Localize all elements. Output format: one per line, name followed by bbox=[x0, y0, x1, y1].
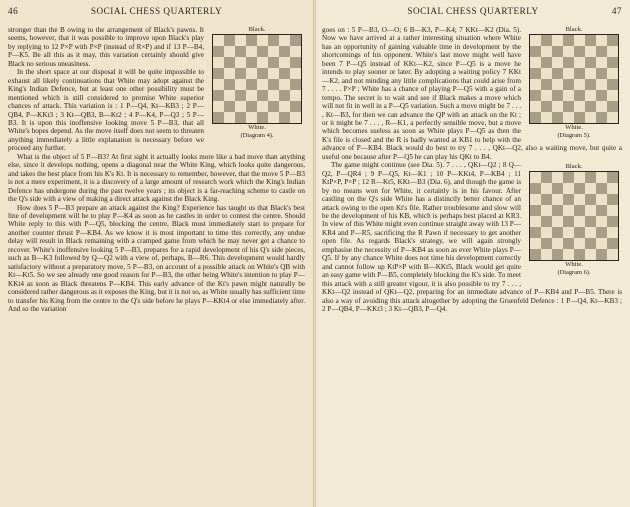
board-square bbox=[552, 57, 563, 68]
board-square bbox=[246, 46, 257, 57]
chessboard bbox=[529, 171, 619, 261]
board-square bbox=[290, 90, 301, 101]
board-square bbox=[574, 172, 585, 183]
board-square bbox=[574, 90, 585, 101]
board-square bbox=[279, 46, 290, 57]
board-square bbox=[607, 68, 618, 79]
board-square bbox=[530, 227, 541, 238]
board-square bbox=[552, 46, 563, 57]
board-square bbox=[574, 216, 585, 227]
board-square bbox=[596, 249, 607, 260]
board-square bbox=[607, 101, 618, 112]
board-square bbox=[235, 57, 246, 68]
board-square bbox=[541, 57, 552, 68]
board-square bbox=[607, 249, 618, 260]
board-square bbox=[585, 112, 596, 123]
board-square bbox=[235, 112, 246, 123]
board-square bbox=[235, 90, 246, 101]
left-page-header bbox=[0, 6, 313, 18]
board-square bbox=[235, 101, 246, 112]
board-square bbox=[596, 90, 607, 101]
diagram-label-white: White. bbox=[565, 124, 583, 131]
right-page-text bbox=[322, 26, 622, 503]
diagram-caption: (Diagram 4). bbox=[240, 132, 274, 139]
board-square bbox=[246, 35, 257, 46]
board-square bbox=[530, 101, 541, 112]
board-square bbox=[257, 112, 268, 123]
board-square bbox=[607, 112, 618, 123]
paragraph: How does 5 P—B3 prepare an attack against the King? Experience has taught us that Black's best line of development will be to play P—K4 as soon as he castles in order to contest the centre. Should White reply to this with P—Q5, blocking the centre, Black must immediately start to prepare for another counter thrust P—KB4. As we know it is most important to time this correctly, any undue delay will result in Black remaining with a cramped game from which he may never get a chance to recover. White's inoffensive looking 5 P—B3, prepares for a rapid development of his Q's side pieces, such as B—K3 followed by Q—Q2 with a view of, perhaps, B—R6. This development would hardly satisfactory without a preparatory move, 5 P—B3, on account of a possible attack on White's QB with Kt—Kt5. So we see already one good reason for P—B3, the other being White's intention to play P—KKt4 as soon as Black threatens P—KB4. This early advance of the Kt's pawn might naturally be considered rather dangerous as it exposes the King, but it is not so, as White usually has sufficient time to transfer his King from the centre to the Q's side before he plays P—KKt4 or else immediately after. And so the variation bbox=[8, 203, 305, 313]
board-square bbox=[552, 227, 563, 238]
board-square bbox=[552, 238, 563, 249]
board-square bbox=[541, 216, 552, 227]
chessboard bbox=[529, 34, 619, 124]
board-square bbox=[607, 205, 618, 216]
board-square bbox=[563, 216, 574, 227]
board-square bbox=[541, 101, 552, 112]
board-square bbox=[552, 35, 563, 46]
board-square bbox=[279, 101, 290, 112]
board-square bbox=[530, 112, 541, 123]
diagram-label-white: White. bbox=[565, 261, 583, 269]
board-square bbox=[213, 112, 224, 123]
board-square bbox=[607, 57, 618, 68]
board-square bbox=[541, 172, 552, 183]
board-square bbox=[257, 101, 268, 112]
board-square bbox=[552, 112, 563, 123]
board-square bbox=[607, 227, 618, 238]
board-square bbox=[290, 112, 301, 123]
board-square bbox=[541, 68, 552, 79]
board-square bbox=[541, 205, 552, 216]
board-square bbox=[268, 112, 279, 123]
board-square bbox=[541, 79, 552, 90]
board-square bbox=[585, 68, 596, 79]
board-square bbox=[246, 79, 257, 90]
board-square bbox=[596, 205, 607, 216]
board-square bbox=[257, 57, 268, 68]
paragraph: The game might continue (see Dia. 5). 7 . . . , QKt—Q2 ; 8 Q—Q2, P—QR4 ; 9 P—Q5, Kt—K1 ; 10 P—KKt4, P—KB4 ; 11 KtP×P, P×P ; 12 R—Kt5, KKt—B3 (Dia. 6), and though the game is by no means won for White, it certainly is in his favour. After castling on the Q's side White has a distinctly better chance of an attack owing to the open Kt's file. Rather troublesome and slow will be the development of his KB, which is perhaps best placed at KR3. In view of this White might even continue straight away with 13 P—KR4 and P—R5, sacrificing the R Pawn if necessary to get another open file. As regards Black's strategy, we will again strongly emphasise the necessity of P—KB4 as soon as ever White plays P—Q5. If by any chance White does not time his development correctly and cannot follow up KtP×P with B—KKt5, Black would get quite an easy game with P—B5, completely blocking the K's side. To meet this attack with a still greater vigour, it is also possible to try 7 . . . , KKt—Q2 instead of QKt—Q2, preparing for an immediate advance of P—KB4 and P—B5. There is also a way of avoiding this attack altogether by adopting the Gruenfeld Defence : 1 P—Q4, Kt—KB3 ; 2 P—QB4, P—KKt3 ; 3 Kt—QB3, P—Q4. bbox=[322, 161, 622, 313]
chessboard bbox=[212, 34, 302, 124]
board-square bbox=[585, 249, 596, 260]
board-square bbox=[541, 90, 552, 101]
board-square bbox=[530, 205, 541, 216]
board-square bbox=[585, 194, 596, 205]
board-square bbox=[290, 46, 301, 57]
board-square bbox=[530, 238, 541, 249]
board-square bbox=[279, 68, 290, 79]
board-square bbox=[574, 205, 585, 216]
board-square bbox=[530, 194, 541, 205]
board-square bbox=[530, 68, 541, 79]
board-square bbox=[574, 79, 585, 90]
board-square bbox=[596, 216, 607, 227]
board-square bbox=[290, 79, 301, 90]
paragraph: What is the object of 5 P—B3? At first sight it actually looks more like a bad move than anything else, since it develops nothing, opens a diagonal near the White King, which looks quite dangerous, and takes the best place from his K's Kt. It is necessary to remember, however, that the move 5 P—B3 is not a mere experiment, it is a discovery of a large amount of research work which the King's Indian Defence has undergone during the past twelve years ; its object is a far-reaching scheme to castle on the Q's side with a view of making a direct attack against the Black King. bbox=[8, 152, 305, 204]
board-square bbox=[235, 79, 246, 90]
board-square bbox=[530, 57, 541, 68]
board-square bbox=[257, 46, 268, 57]
board-square bbox=[585, 172, 596, 183]
board-square bbox=[224, 90, 235, 101]
paragraph: In the short space at our disposal it will be quite impossible to exhaust all likely continuations that White may adopt against the King's Indian Defence, but at least one other possibility must be mentioned which is still considered to promise White superior chances of attack. This variation is : 1 P—Q4, Kt—KB3 ; 2 P—QB4, P—KKt3 ; 3 Kt—QB3, B—Kt2 ; 4 P—K4, P—Q3 ; 5 P—B3. It is upon this inoffensive looking move 5 P—B3, that all White's hopes depend. As the move itself does not seem to threaten anything immediately a little explanation is necessary before we proceed any further. bbox=[8, 68, 204, 153]
board-square bbox=[563, 35, 574, 46]
board-square bbox=[574, 238, 585, 249]
board-square bbox=[268, 79, 279, 90]
board-square bbox=[530, 216, 541, 227]
board-square bbox=[563, 68, 574, 79]
board-square bbox=[541, 183, 552, 194]
board-square bbox=[246, 68, 257, 79]
board-square bbox=[530, 249, 541, 260]
board-square bbox=[213, 46, 224, 57]
board-square bbox=[290, 35, 301, 46]
board-square bbox=[213, 68, 224, 79]
board-square bbox=[246, 90, 257, 101]
board-square bbox=[541, 35, 552, 46]
board-square bbox=[224, 79, 235, 90]
board-square bbox=[235, 35, 246, 46]
board-square bbox=[585, 216, 596, 227]
board-square bbox=[574, 101, 585, 112]
board-square bbox=[541, 194, 552, 205]
diagram-label-black: Black. bbox=[565, 163, 583, 171]
board-square bbox=[224, 68, 235, 79]
board-square bbox=[585, 35, 596, 46]
running-title: SOCIAL CHESS QUARTERLY bbox=[407, 6, 539, 16]
diagram-label-black: Black. bbox=[565, 26, 583, 33]
board-square bbox=[563, 238, 574, 249]
chess-diagram-4 bbox=[209, 26, 305, 140]
board-square bbox=[279, 112, 290, 123]
board-square bbox=[563, 183, 574, 194]
board-square bbox=[213, 101, 224, 112]
board-square bbox=[607, 216, 618, 227]
board-square bbox=[541, 238, 552, 249]
board-square bbox=[290, 101, 301, 112]
board-square bbox=[257, 79, 268, 90]
board-square bbox=[530, 172, 541, 183]
board-square bbox=[574, 46, 585, 57]
paragraph: stronger than the B owing to the arrangement of Black's pawns. It seems, however, that it was possible to improve upon Black's play by replying to 12 P×P with P×P (instead of R×P) and if 13 P—B4, P—K5. Be all this as it may, this variation certainly should give Black no serious uneasiness. bbox=[8, 26, 204, 68]
board-square bbox=[268, 46, 279, 57]
board-square bbox=[563, 90, 574, 101]
board-square bbox=[563, 46, 574, 57]
board-square bbox=[530, 46, 541, 57]
right-page bbox=[316, 0, 630, 507]
board-square bbox=[563, 194, 574, 205]
board-square bbox=[224, 35, 235, 46]
board-square bbox=[224, 112, 235, 123]
board-square bbox=[607, 183, 618, 194]
board-square bbox=[563, 79, 574, 90]
board-square bbox=[585, 57, 596, 68]
board-square bbox=[235, 68, 246, 79]
board-square bbox=[563, 205, 574, 216]
board-square bbox=[541, 112, 552, 123]
board-square bbox=[530, 90, 541, 101]
board-square bbox=[552, 205, 563, 216]
chess-diagram-6 bbox=[526, 163, 622, 277]
paragraph: goes on : 5 P—B3, O—O; 6 B—K3, P—K4; 7 KKt—K2 (Dia. 5). Now we have arrived at a rather interesting situation where White has an opportunity of gaining valuable time in development by the shortcomings of his opponent. White's last move might well have been 7 P—Q5 instead of KKt—K2, since P—Q5 is a move he intends to play sooner or later. By adopting a waiting policy 7 KKt—K2, and not minding any little complications that could arise from 7 . . . . P×P ; White has a chance of playing P—Q5 with a gain of a tempo. The secret is to wait and see if Black makes a move which will not fit in well in a P—Q5 variation. Such a move might be 7 . . . , Kt—B3, for then we can advance the QP with an attack on the Kt ; or it might be 7 . . . , R—K1, a perfectly sensible move, but a move which becomes useless as soon as White plays P—Q5 as then the K's file is closed and the R is badly wanted at KB1 to help with the advance of P—KB4. Black would do best to try 7 . . . , QKt—Q2, also a waiting move, but quite a useful one because after P—Q5 he can play his QKt to B4. bbox=[322, 26, 622, 161]
board-square bbox=[279, 57, 290, 68]
board-square bbox=[596, 46, 607, 57]
board-square bbox=[552, 216, 563, 227]
board-square bbox=[552, 79, 563, 90]
board-square bbox=[213, 90, 224, 101]
board-square bbox=[257, 35, 268, 46]
board-square bbox=[596, 183, 607, 194]
board-square bbox=[596, 194, 607, 205]
board-square bbox=[596, 68, 607, 79]
board-square bbox=[585, 79, 596, 90]
board-square bbox=[541, 227, 552, 238]
board-square bbox=[607, 238, 618, 249]
board-square bbox=[596, 35, 607, 46]
board-square bbox=[574, 35, 585, 46]
board-square bbox=[268, 90, 279, 101]
board-square bbox=[530, 35, 541, 46]
board-square bbox=[596, 112, 607, 123]
chess-diagram-5 bbox=[526, 26, 622, 140]
board-square bbox=[257, 68, 268, 79]
board-square bbox=[246, 112, 257, 123]
board-square bbox=[290, 57, 301, 68]
running-title: SOCIAL CHESS QUARTERLY bbox=[90, 6, 223, 16]
board-square bbox=[607, 35, 618, 46]
diagram-label-white: White. bbox=[248, 124, 266, 131]
board-square bbox=[607, 90, 618, 101]
page-number: 46 bbox=[8, 6, 19, 16]
board-square bbox=[541, 249, 552, 260]
board-square bbox=[607, 79, 618, 90]
board-square bbox=[563, 57, 574, 68]
board-square bbox=[574, 68, 585, 79]
left-page-text bbox=[8, 26, 305, 503]
board-square bbox=[585, 101, 596, 112]
board-square bbox=[213, 35, 224, 46]
board-square bbox=[552, 68, 563, 79]
board-square bbox=[279, 35, 290, 46]
board-square bbox=[563, 172, 574, 183]
board-square bbox=[290, 68, 301, 79]
board-square bbox=[563, 112, 574, 123]
diagram-caption: (Diagram 6). bbox=[557, 269, 591, 277]
board-square bbox=[596, 172, 607, 183]
diagram-caption: (Diagram 5). bbox=[557, 132, 591, 139]
board-square bbox=[530, 79, 541, 90]
board-square bbox=[246, 101, 257, 112]
board-square bbox=[279, 90, 290, 101]
board-square bbox=[607, 194, 618, 205]
board-square bbox=[563, 249, 574, 260]
board-square bbox=[585, 227, 596, 238]
board-square bbox=[585, 90, 596, 101]
board-square bbox=[607, 172, 618, 183]
board-square bbox=[235, 46, 246, 57]
board-square bbox=[268, 35, 279, 46]
page-number: 47 bbox=[611, 6, 622, 16]
board-square bbox=[563, 227, 574, 238]
board-square bbox=[213, 79, 224, 90]
board-square bbox=[574, 249, 585, 260]
board-square bbox=[607, 46, 618, 57]
board-square bbox=[552, 183, 563, 194]
board-square bbox=[552, 249, 563, 260]
board-square bbox=[585, 238, 596, 249]
board-square bbox=[596, 238, 607, 249]
board-square bbox=[596, 227, 607, 238]
board-square bbox=[246, 57, 257, 68]
board-square bbox=[585, 205, 596, 216]
board-square bbox=[596, 79, 607, 90]
board-square bbox=[552, 90, 563, 101]
right-page-header bbox=[316, 6, 630, 18]
board-square bbox=[574, 112, 585, 123]
board-square bbox=[563, 101, 574, 112]
board-square bbox=[585, 46, 596, 57]
board-square bbox=[268, 101, 279, 112]
board-square bbox=[224, 101, 235, 112]
board-square bbox=[574, 194, 585, 205]
board-square bbox=[530, 183, 541, 194]
board-square bbox=[213, 57, 224, 68]
board-square bbox=[574, 227, 585, 238]
diagram-label-black: Black. bbox=[248, 26, 266, 33]
board-square bbox=[268, 57, 279, 68]
board-square bbox=[574, 57, 585, 68]
board-square bbox=[257, 90, 268, 101]
board-square bbox=[552, 172, 563, 183]
board-square bbox=[596, 57, 607, 68]
board-square bbox=[224, 57, 235, 68]
left-page bbox=[0, 0, 313, 507]
board-square bbox=[574, 183, 585, 194]
board-square bbox=[541, 46, 552, 57]
board-square bbox=[268, 68, 279, 79]
board-square bbox=[224, 46, 235, 57]
board-square bbox=[552, 101, 563, 112]
board-square bbox=[279, 79, 290, 90]
board-square bbox=[552, 194, 563, 205]
board-square bbox=[585, 183, 596, 194]
board-square bbox=[596, 101, 607, 112]
